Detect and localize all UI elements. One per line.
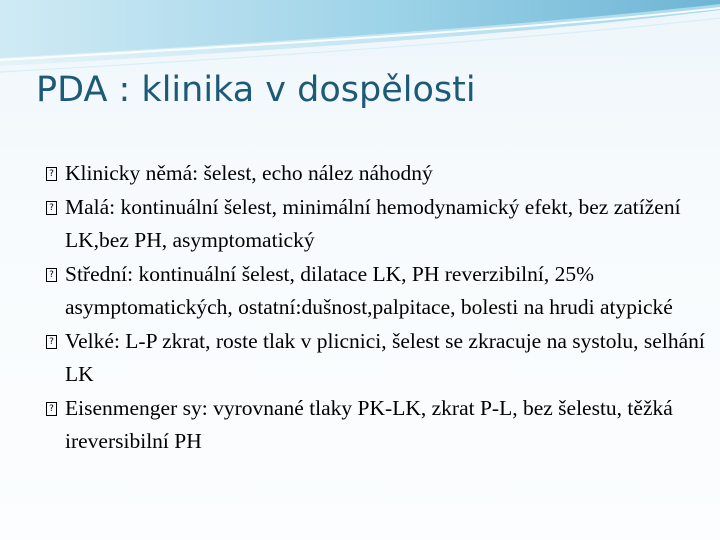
bullet-list bbox=[46, 157, 706, 459]
bullet-item bbox=[46, 157, 706, 191]
bullet-text: Střední: kontinuální šelest, dilatace LK, PH reverzibilní, 25% asymptomatických, ostatní:dušnost,palpitace, bolesti na hrudi atypické bbox=[65, 261, 673, 319]
bullet-item bbox=[46, 191, 706, 258]
missing-glyph-icon: ? bbox=[46, 268, 57, 282]
missing-glyph-icon: ? bbox=[46, 167, 57, 181]
missing-glyph-icon: ? bbox=[46, 402, 57, 416]
bullet-text: Eisenmenger sy: vyrovnané tlaky PK-LK, zkrat P-L, bez šelestu, těžká ireversibilní PH bbox=[65, 395, 673, 453]
bullet-text: Malá: kontinuální šelest, minimální hemodynamický efekt, bez zatížení LK,bez PH, asymptomatický bbox=[65, 194, 681, 252]
slide-title: PDA : klinika v dospělosti bbox=[36, 70, 476, 110]
bullet-text: Klinicky němá: šelest, echo nález náhodný bbox=[65, 161, 433, 185]
header-wave-band bbox=[0, 0, 720, 80]
bullet-text: Velké: L-P zkrat, roste tlak v plicnici, šelest se zkracuje na systolu, selhání LK bbox=[65, 328, 705, 386]
missing-glyph-icon: ? bbox=[46, 335, 57, 349]
bullet-item bbox=[46, 392, 706, 459]
missing-glyph-icon: ? bbox=[46, 201, 57, 215]
bullet-item bbox=[46, 325, 706, 392]
bullet-item bbox=[46, 258, 706, 325]
